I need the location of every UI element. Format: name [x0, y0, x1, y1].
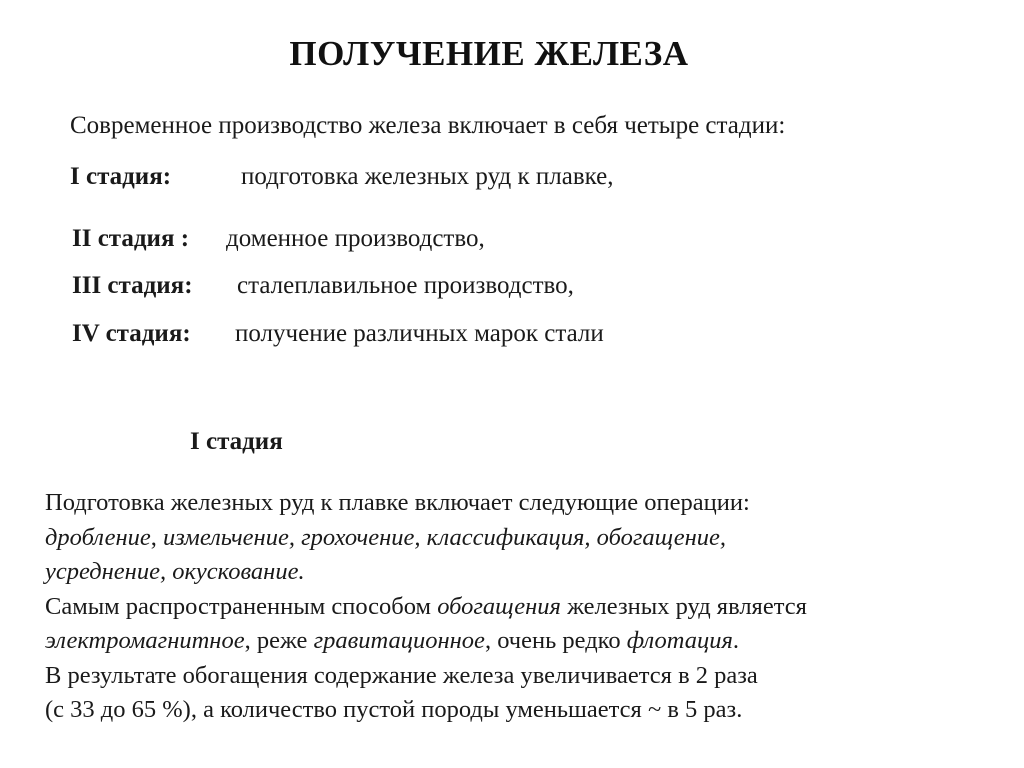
stage-4-text: получение различных марок стали [235, 320, 604, 347]
paragraph-line-4 [45, 590, 807, 625]
operation-crushing: дробление [45, 523, 151, 551]
description-paragraph [45, 486, 807, 728]
section-subheading: I стадия [190, 428, 283, 455]
line4-post: железных руд является [560, 592, 807, 620]
method-electromagnetic: электромагнитное [45, 627, 245, 654]
paragraph-line-3: усреднение, окускование. [45, 558, 305, 585]
line5-end: . [732, 627, 739, 654]
line5-mid1: , реже [244, 627, 314, 654]
page-title: ПОЛУЧЕНИЕ ЖЕЛЕЗА [289, 34, 689, 73]
line4-pre: Самым распространенным способом [45, 592, 438, 620]
paragraph-line-1: Подготовка железных руд к плавке включает следующие операции: [45, 489, 750, 516]
stage-1-text: подготовка железных руд к плавке, [241, 163, 614, 190]
paragraph-line-6: В результате обогащения содержание железа увеличивается в 2 раза [45, 661, 758, 689]
method-gravitational: гравитационное [313, 627, 485, 654]
stage-3-label: III стадия: [72, 272, 193, 299]
line4-emphasis: обогащения [437, 592, 561, 620]
separator: , [150, 523, 163, 551]
stage-4-label: IV стадия: [72, 320, 191, 347]
stage-2-text: доменное производство, [226, 225, 485, 252]
paragraph-line-5 [45, 624, 807, 659]
operations-list: измельчение, грохочение, классификация, обогащение, [162, 523, 727, 551]
paragraph-line-7: (с 33 до 65 %), а количество пустой породы уменьшается ~ в 5 раз. [45, 696, 743, 723]
intro-text: Современное производство железа включает в себя четыре стадии: [70, 112, 786, 139]
stage-3-text: сталеплавильное производство, [237, 272, 574, 299]
stage-1-label: I стадия: [70, 163, 172, 190]
stage-2-label: II стадия : [72, 225, 190, 252]
method-flotation: флотация [626, 627, 733, 654]
line5-mid2: , очень редко [484, 627, 627, 654]
paragraph-line-2 [45, 521, 807, 556]
